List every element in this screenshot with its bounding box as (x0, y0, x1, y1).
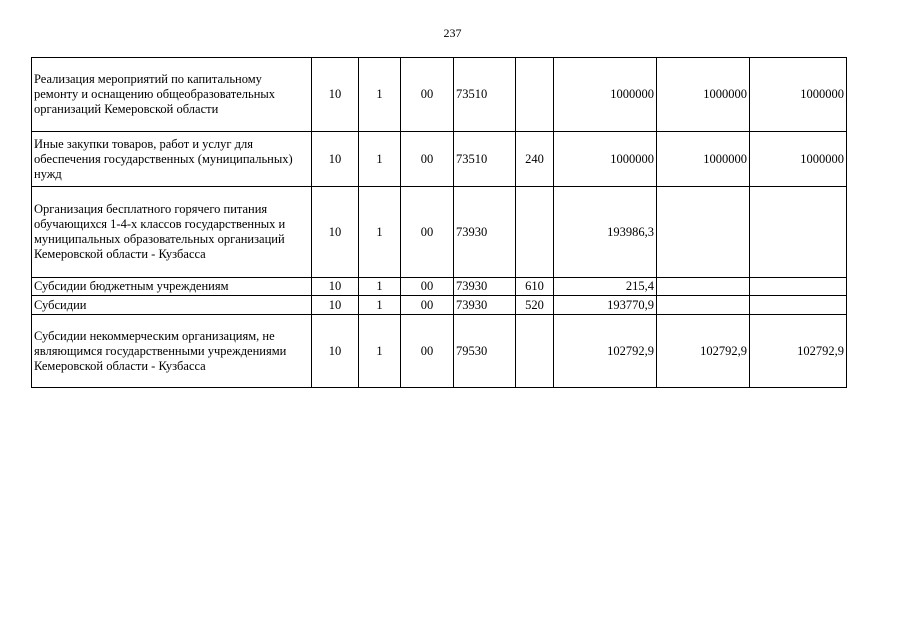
code-section: 10 (312, 278, 359, 296)
value-year-2: 1000000 (657, 132, 750, 187)
row-name: Организация бесплатного горячего питания обучающихся 1-4-х классов государственных и муниципальных образовательных организаций Кемеровской области - Кузбасса (32, 187, 312, 278)
value-year-3 (750, 187, 847, 278)
code-target: 73930 (454, 278, 516, 296)
table-row (32, 132, 847, 187)
value-year-2 (657, 278, 750, 296)
code-target: 79530 (454, 315, 516, 388)
value-year-1: 1000000 (554, 132, 657, 187)
budget-table (31, 57, 847, 388)
code-program: 00 (401, 296, 454, 315)
code-section: 10 (312, 187, 359, 278)
table-row (32, 315, 847, 388)
table-row (32, 187, 847, 278)
value-year-1: 193770,9 (554, 296, 657, 315)
page-number: 237 (443, 26, 462, 40)
value-year-2: 1000000 (657, 58, 750, 132)
code-program: 00 (401, 187, 454, 278)
value-year-1: 102792,9 (554, 315, 657, 388)
code-expense-type: 240 (516, 132, 554, 187)
code-subsection: 1 (359, 58, 401, 132)
row-name: Субсидии (32, 296, 312, 315)
code-program: 00 (401, 315, 454, 388)
row-name: Субсидии бюджетным учреждениям (32, 278, 312, 296)
value-year-1: 193986,3 (554, 187, 657, 278)
code-program: 00 (401, 132, 454, 187)
code-section: 10 (312, 58, 359, 132)
table-row (32, 278, 847, 296)
code-target: 73930 (454, 187, 516, 278)
code-expense-type (516, 58, 554, 132)
code-expense-type: 520 (516, 296, 554, 315)
code-section: 10 (312, 132, 359, 187)
code-subsection: 1 (359, 296, 401, 315)
value-year-2 (657, 187, 750, 278)
row-name: Иные закупки товаров, работ и услуг для обеспечения государственных (муниципальных) нужд (32, 132, 312, 187)
code-subsection: 1 (359, 187, 401, 278)
code-program: 00 (401, 278, 454, 296)
value-year-3 (750, 296, 847, 315)
code-section: 10 (312, 296, 359, 315)
code-target: 73510 (454, 58, 516, 132)
code-subsection: 1 (359, 132, 401, 187)
table-row (32, 296, 847, 315)
value-year-3 (750, 278, 847, 296)
value-year-1: 215,4 (554, 278, 657, 296)
value-year-3: 1000000 (750, 58, 847, 132)
value-year-2 (657, 296, 750, 315)
value-year-1: 1000000 (554, 58, 657, 132)
code-expense-type (516, 187, 554, 278)
code-target: 73510 (454, 132, 516, 187)
table-row (32, 58, 847, 132)
code-section: 10 (312, 315, 359, 388)
code-program: 00 (401, 58, 454, 132)
code-subsection: 1 (359, 315, 401, 388)
code-subsection: 1 (359, 278, 401, 296)
code-expense-type (516, 315, 554, 388)
code-target: 73930 (454, 296, 516, 315)
value-year-3: 102792,9 (750, 315, 847, 388)
code-expense-type: 610 (516, 278, 554, 296)
row-name: Реализация мероприятий по капитальному ремонту и оснащению общеобразовательных организаций Кемеровской области (32, 58, 312, 132)
value-year-2: 102792,9 (657, 315, 750, 388)
value-year-3: 1000000 (750, 132, 847, 187)
row-name: Субсидии некоммерческим организациям, не являющимся государственными учреждениями Кемеровской области - Кузбасса (32, 315, 312, 388)
